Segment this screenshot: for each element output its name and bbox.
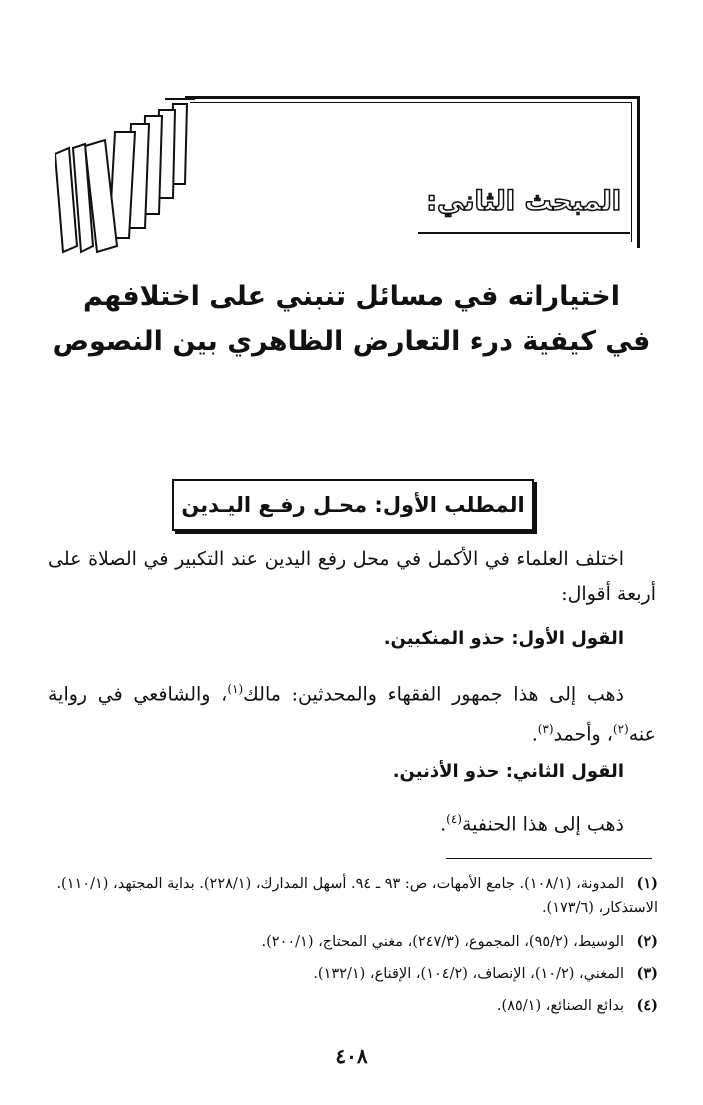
footnote-ref-2: (٢) <box>612 722 629 737</box>
footnote-1 <box>40 872 658 920</box>
opinion2-text-a: ذهب إلى هذا الحنفية <box>461 813 624 836</box>
stacked-books-icon <box>55 96 195 256</box>
opinion2-text-end: . <box>440 813 447 836</box>
header-frame-top <box>185 96 640 99</box>
footnote-number: (١) <box>636 875 658 892</box>
footnote-ref-4: (٤) <box>446 812 462 826</box>
intro-paragraph <box>48 542 656 612</box>
intro-text: اختلف العلماء في الأكمل في محل رفع اليدين عند التكبير في الصلاة على أربعة أقوال: <box>48 548 656 605</box>
footnote-number: (٤) <box>636 997 658 1014</box>
footnote-number: (٢) <box>636 933 658 950</box>
footnote-number: (٣) <box>636 965 658 982</box>
footnote-ref-3: (٣) <box>537 722 554 737</box>
main-title-line-2: في كيفية درء التعارض الظاهري بين النصوص <box>52 326 651 357</box>
footnote-text: الوسيط، (٩٥/٢)، المجموع، (٢٤٧/٣)، مغني المحتاج، (٢٠٠/١). <box>261 934 624 950</box>
opinion1-heading <box>48 621 656 656</box>
opinion1-text-c: ، وأحمد <box>553 723 613 746</box>
opinion1-text-b: ، والشافعي في رواية عنه <box>48 683 656 746</box>
opinion1-text <box>48 672 656 753</box>
opinion1-title: القول الأول: حذو المنكبين. <box>383 628 624 649</box>
footnote-3 <box>40 962 658 986</box>
opinion1-text-d: . <box>531 723 538 746</box>
opinion2-paragraph <box>48 802 656 842</box>
opinion1-paragraph <box>48 672 656 753</box>
footnote-text: بدائع الصنائع، (٨٥/١). <box>496 998 624 1014</box>
header-frame-inner-right <box>631 102 632 242</box>
opinion2-heading <box>48 754 656 789</box>
main-title-line-1: اختياراته في مسائل تنبني على اختلافهم <box>83 281 620 312</box>
opinion1-text-a: ذهب إلى هذا جمهور الفقهاء والمحدثين: مالك <box>243 683 624 706</box>
subheading-text: المطلب الأول: محـل رفـع اليـدين <box>181 493 525 517</box>
footnote-4 <box>40 994 658 1018</box>
footnote-text: المدونة، (١٠٨/١). جامع الأمهات، ص: ٩٣ ـ ٩٤. أسهل المدارك، (٢٢٨/١). بداية المجتهد، (١١٠/١). الاستذكار، (١٧٣/٦). <box>56 876 658 916</box>
footnote-ref-1: (١) <box>227 682 244 696</box>
footnote-2 <box>40 930 658 954</box>
footnote-text: المغني، (١٠/٢)، الإنصاف، (١٠٤/٢)، الإقناع، (١٣٢/١). <box>313 966 624 982</box>
subheading-box <box>172 479 534 531</box>
opinion2-text <box>48 802 656 842</box>
page-number: ٤٠٨ <box>335 1044 368 1068</box>
header-frame-inner <box>190 102 631 103</box>
footnote-separator <box>446 858 652 859</box>
header-frame-right <box>637 96 640 248</box>
opinion2-title: القول الثاني: حذو الأذنين. <box>392 761 624 782</box>
section-underline <box>418 232 630 234</box>
section-label: المبحث الثاني: <box>426 186 621 217</box>
